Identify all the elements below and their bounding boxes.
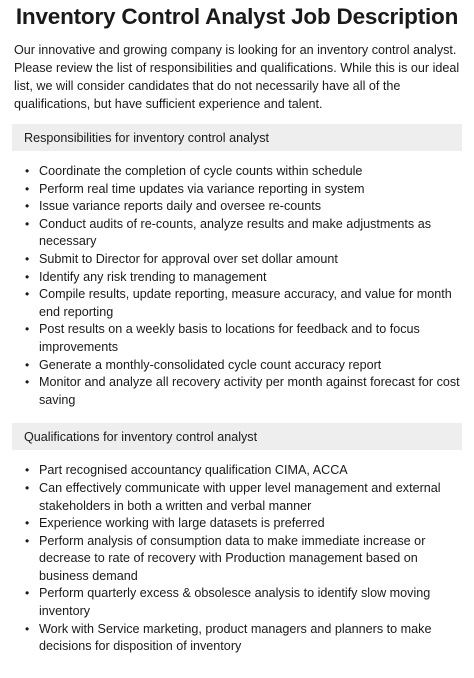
list-item-text: Work with Service marketing, product managers and planners to make decisions for disposition of inventory: [39, 621, 432, 654]
bullet-icon: •: [25, 216, 30, 231]
bullet-icon: •: [25, 322, 30, 337]
list-item-text: Compile results, update reporting, measure accuracy, and value for month end reporting: [39, 287, 452, 319]
list-item: [12, 198, 462, 216]
bullet-icon: •: [25, 516, 30, 531]
bullet-icon: •: [25, 199, 30, 214]
bullet-icon: •: [25, 480, 30, 495]
bullet-icon: •: [25, 621, 30, 636]
bullet-icon: •: [25, 463, 30, 478]
bullet-icon: •: [25, 269, 30, 284]
qualifications-list: [12, 462, 462, 656]
list-item-text: Perform real time updates via variance reporting in system: [39, 181, 365, 196]
list-item-text: Generate a monthly-consolidated cycle count accuracy report: [39, 357, 382, 372]
list-item-text: Submit to Director for approval over set dollar amount: [39, 251, 338, 266]
list-item-text: Monitor and analyze all recovery activity per month against forecast for cost saving: [39, 375, 460, 407]
page-title: Inventory Control Analyst Job Description: [15, 4, 459, 29]
list-item-text: Issue variance reports daily and oversee re-counts: [39, 199, 322, 214]
qualifications-section: [12, 423, 462, 656]
list-item-text: Coordinate the completion of cycle counts within schedule: [39, 164, 363, 178]
bullet-icon: •: [25, 533, 30, 548]
bullet-icon: •: [25, 181, 30, 196]
list-item: [12, 216, 462, 251]
list-item-text: Perform quarterly excess & obsolesce analysis to identify slow moving inventory: [39, 586, 431, 619]
list-item: [12, 533, 462, 586]
bullet-icon: •: [25, 586, 30, 601]
list-item-text: Conduct audits of re-counts, analyze results and make adjustments as necessary: [39, 216, 432, 249]
qualifications-heading: Qualifications for inventory control analyst: [12, 423, 462, 450]
list-item: [12, 357, 462, 375]
responsibilities-section: [12, 124, 462, 409]
list-item: [12, 321, 462, 356]
list-item-text: Post results on a weekly basis to locations for feedback and to focus improvements: [39, 322, 420, 354]
list-item-text: Identify any risk trending to management: [39, 269, 267, 284]
bullet-icon: •: [25, 251, 30, 266]
bullet-icon: •: [25, 357, 30, 372]
list-item: [12, 163, 462, 181]
list-item: [12, 251, 462, 269]
bullet-icon: •: [25, 375, 30, 390]
list-item-text: Part recognised accountancy qualification CIMA, ACCA: [39, 463, 348, 478]
list-item: [12, 181, 462, 199]
list-item: [12, 286, 462, 321]
list-item: [12, 621, 462, 656]
list-item-text: Experience working with large datasets is preferred: [39, 516, 325, 531]
bullet-icon: •: [25, 164, 30, 178]
list-item-text: Perform analysis of consumption data to make immediate increase or decrease to rate of recovery with Production management based on business demand: [39, 533, 426, 583]
list-item: [12, 374, 462, 409]
list-item: [12, 462, 462, 480]
list-item: [12, 515, 462, 533]
intro-paragraph: Our innovative and growing company is looking for an inventory control analyst. Please review the list of responsibilities and qualifications. While this is our ideal list, we will consider candidates that do not necessarily have all of the qualifications, but have sufficient experience and talent.: [14, 43, 460, 111]
responsibilities-heading: Responsibilities for inventory control analyst: [12, 124, 462, 151]
bullet-icon: •: [25, 287, 30, 302]
list-item: [12, 269, 462, 287]
list-item: [12, 480, 462, 515]
responsibilities-list: [12, 163, 462, 409]
list-item-text: Can effectively communicate with upper level management and external stakeholders in both a written and verbal manner: [39, 480, 441, 513]
list-item: [12, 585, 462, 620]
